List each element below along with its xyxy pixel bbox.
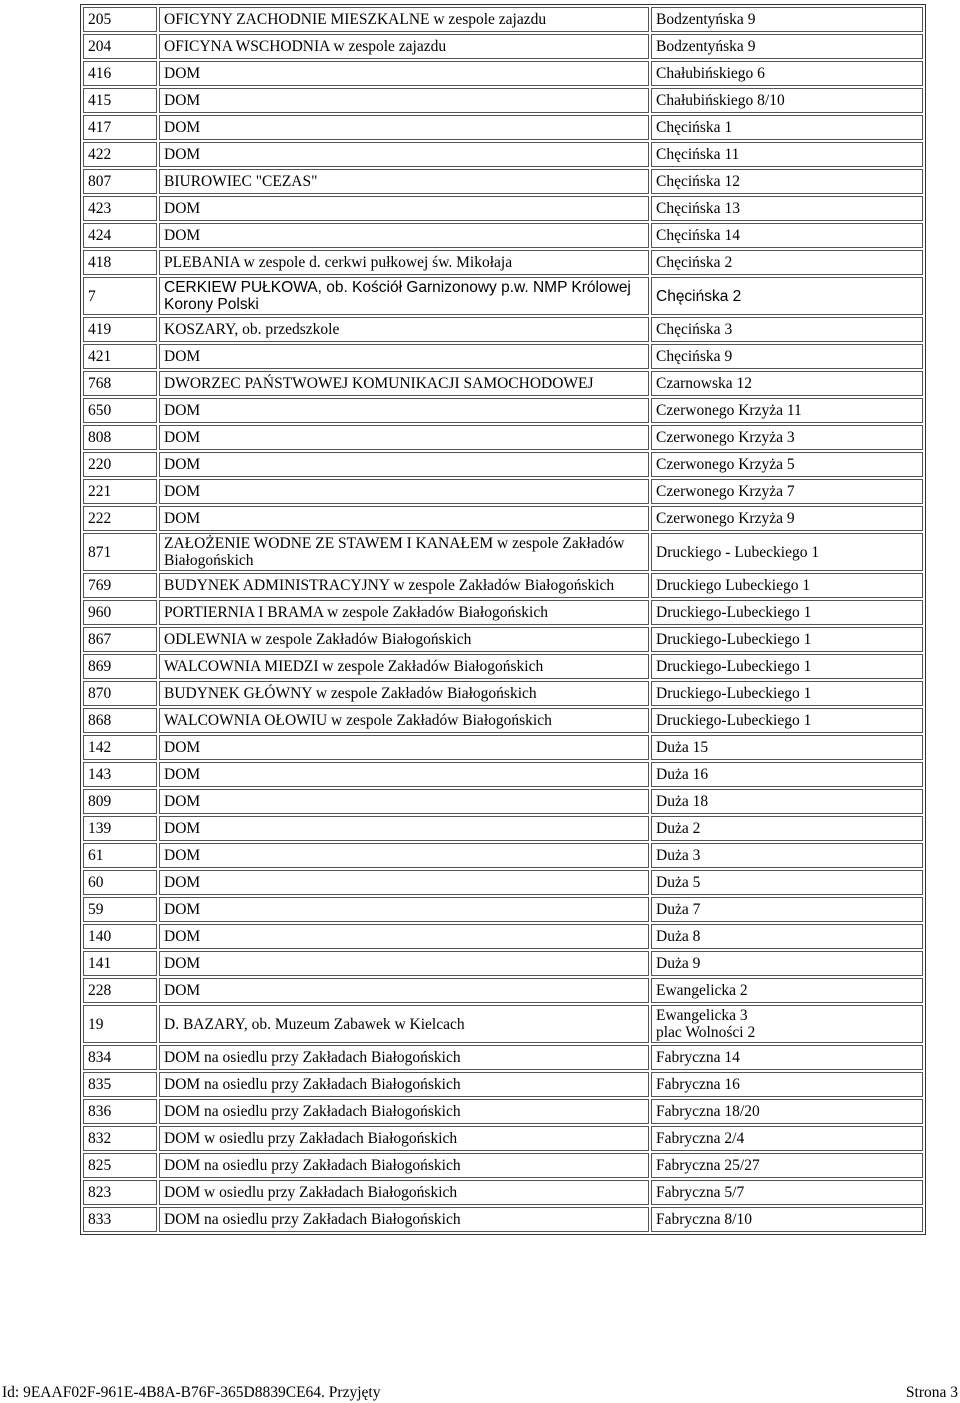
table-row [83, 1180, 923, 1205]
address-cell: Druckiego-Lubeckiego 1 [651, 708, 923, 733]
register-number-cell: 808 [83, 425, 157, 450]
address-cell: Duża 18 [651, 789, 923, 814]
object-name-cell: OFICYNY ZACHODNIE MIESZKALNE w zespole zajazdu [159, 7, 649, 32]
register-number-cell: 769 [83, 573, 157, 598]
table-row [83, 1005, 923, 1043]
register-number-cell: 421 [83, 344, 157, 369]
register-number-cell: 228 [83, 978, 157, 1003]
register-number-cell: 833 [83, 1207, 157, 1232]
table-row [83, 250, 923, 275]
register-number-cell: 871 [83, 533, 157, 571]
register-number-cell: 417 [83, 115, 157, 140]
register-number-cell: 870 [83, 681, 157, 706]
table-row [83, 506, 923, 531]
page-number: Strona 3 [905, 1384, 958, 1401]
register-number-cell: 7 [83, 277, 157, 315]
address-cell: Chęcińska 12 [651, 169, 923, 194]
object-name-cell: DOM na osiedlu przy Zakładach Białogońskich [159, 1207, 649, 1232]
register-number-cell: 825 [83, 1153, 157, 1178]
register-number-cell: 832 [83, 1126, 157, 1151]
address-cell: Duża 7 [651, 897, 923, 922]
address-cell: Czerwonego Krzyża 5 [651, 452, 923, 477]
address-cell: Duża 2 [651, 816, 923, 841]
object-name-cell: PLEBANIA w zespole d. cerkwi pułkowej św. Mikołaja [159, 250, 649, 275]
object-name-cell: BUDYNEK GŁÓWNY w zespole Zakładów Białogońskich [159, 681, 649, 706]
table-row [83, 1126, 923, 1151]
object-name-cell: DOM na osiedlu przy Zakładach Białogońskich [159, 1153, 649, 1178]
table-row [83, 533, 923, 571]
object-name-cell: DOM [159, 816, 649, 841]
address-cell: Chęcińska 13 [651, 196, 923, 221]
register-number-cell: 222 [83, 506, 157, 531]
table-row [83, 1045, 923, 1070]
register-number-cell: 221 [83, 479, 157, 504]
table-row [83, 978, 923, 1003]
table-row [83, 196, 923, 221]
address-cell: Chęcińska 2 [651, 277, 923, 315]
table-row [83, 452, 923, 477]
object-name-cell: DOM [159, 344, 649, 369]
register-number-cell: 809 [83, 789, 157, 814]
table-row [83, 1099, 923, 1124]
address-cell: Chałubińskiego 8/10 [651, 88, 923, 113]
address-cell: Druckiego Lubeckiego 1 [651, 573, 923, 598]
object-name-cell: DOM [159, 843, 649, 868]
table-row [83, 681, 923, 706]
object-name-cell: DOM [159, 398, 649, 423]
address-cell: Bodzentyńska 9 [651, 34, 923, 59]
object-name-cell: WALCOWNIA OŁOWIU w zespole Zakładów Białogońskich [159, 708, 649, 733]
table-row [83, 34, 923, 59]
address-cell: Duża 5 [651, 870, 923, 895]
object-name-cell: DOM [159, 735, 649, 760]
monuments-table [80, 4, 926, 1235]
object-name-cell: DOM [159, 425, 649, 450]
address-cell: Fabryczna 8/10 [651, 1207, 923, 1232]
address-cell: Czerwonego Krzyża 9 [651, 506, 923, 531]
object-name-cell: KOSZARY, ob. przedszkole [159, 317, 649, 342]
object-name-cell: BUDYNEK ADMINISTRACYJNY w zespole Zakładów Białogońskich [159, 573, 649, 598]
object-name-cell: DOM w osiedlu przy Zakładach Białogońskich [159, 1126, 649, 1151]
table-row [83, 870, 923, 895]
table-row [83, 897, 923, 922]
object-name-cell: DOM [159, 978, 649, 1003]
object-name-cell: DOM [159, 196, 649, 221]
register-number-cell: 807 [83, 169, 157, 194]
address-cell: Chęcińska 3 [651, 317, 923, 342]
table-row [83, 600, 923, 625]
register-number-cell: 868 [83, 708, 157, 733]
address-cell: Chęcińska 11 [651, 142, 923, 167]
object-name-cell: DOM na osiedlu przy Zakładach Białogońskich [159, 1072, 649, 1097]
address-cell: Fabryczna 16 [651, 1072, 923, 1097]
table-row [83, 344, 923, 369]
register-number-cell: 143 [83, 762, 157, 787]
register-number-cell: 768 [83, 371, 157, 396]
address-cell: Druckiego-Lubeckiego 1 [651, 654, 923, 679]
object-name-cell: DWORZEC PAŃSTWOWEJ KOMUNIKACJI SAMOCHODOWEJ [159, 371, 649, 396]
register-number-cell: 59 [83, 897, 157, 922]
address-cell: Duża 9 [651, 951, 923, 976]
table-row [83, 843, 923, 868]
address-cell: Fabryczna 18/20 [651, 1099, 923, 1124]
register-number-cell: 869 [83, 654, 157, 679]
register-number-cell: 416 [83, 61, 157, 86]
address-cell: Druckiego-Lubeckiego 1 [651, 600, 923, 625]
object-name-cell: DOM [159, 897, 649, 922]
register-number-cell: 220 [83, 452, 157, 477]
table-row [83, 61, 923, 86]
page-footer [0, 1383, 960, 1403]
address-cell: Druckiego-Lubeckiego 1 [651, 681, 923, 706]
register-number-cell: 867 [83, 627, 157, 652]
register-number-cell: 205 [83, 7, 157, 32]
address-cell: Ewangelicka 3 plac Wolności 2 [651, 1005, 923, 1043]
address-cell: Ewangelicka 2 [651, 978, 923, 1003]
table-row [83, 708, 923, 733]
register-number-cell: 424 [83, 223, 157, 248]
object-name-cell: DOM [159, 924, 649, 949]
register-number-cell: 415 [83, 88, 157, 113]
address-cell: Czarnowska 12 [651, 371, 923, 396]
address-cell: Duża 16 [651, 762, 923, 787]
object-name-cell: PORTIERNIA I BRAMA w zespole Zakładów Białogońskich [159, 600, 649, 625]
object-name-cell: DOM na osiedlu przy Zakładach Białogońskich [159, 1099, 649, 1124]
table-row [83, 479, 923, 504]
address-cell: Druckiego-Lubeckiego 1 [651, 627, 923, 652]
address-cell: Chałubińskiego 6 [651, 61, 923, 86]
table-row [83, 425, 923, 450]
object-name-cell: DOM [159, 142, 649, 167]
address-cell: Czerwonego Krzyża 7 [651, 479, 923, 504]
table-row [83, 277, 923, 315]
table-row [83, 735, 923, 760]
table-row [83, 7, 923, 32]
object-name-cell: DOM na osiedlu przy Zakładach Białogońskich [159, 1045, 649, 1070]
register-number-cell: 960 [83, 600, 157, 625]
address-cell: Czerwonego Krzyża 11 [651, 398, 923, 423]
table-row [83, 924, 923, 949]
address-cell: Fabryczna 2/4 [651, 1126, 923, 1151]
monuments-table-body [83, 7, 923, 1232]
table-row [83, 317, 923, 342]
register-number-cell: 61 [83, 843, 157, 868]
address-cell: Czerwonego Krzyża 3 [651, 425, 923, 450]
table-row [83, 789, 923, 814]
table-row [83, 88, 923, 113]
register-number-cell: 423 [83, 196, 157, 221]
object-name-cell: DOM [159, 870, 649, 895]
register-number-cell: 823 [83, 1180, 157, 1205]
table-row [83, 115, 923, 140]
address-cell: Chęcińska 1 [651, 115, 923, 140]
address-cell: Fabryczna 25/27 [651, 1153, 923, 1178]
object-name-cell: DOM [159, 789, 649, 814]
object-name-cell: D. BAZARY, ob. Muzeum Zabawek w Kielcach [159, 1005, 649, 1043]
object-name-cell: DOM [159, 115, 649, 140]
register-number-cell: 835 [83, 1072, 157, 1097]
address-cell: Fabryczna 14 [651, 1045, 923, 1070]
register-number-cell: 650 [83, 398, 157, 423]
table-row [83, 142, 923, 167]
table-row [83, 951, 923, 976]
object-name-cell: CERKIEW PUŁKOWA, ob. Kościół Garnizonowy p.w. NMP Królowej Korony Polski [159, 277, 649, 315]
table-row [83, 573, 923, 598]
address-cell: Druckiego - Lubeckiego 1 [651, 533, 923, 571]
register-number-cell: 139 [83, 816, 157, 841]
address-cell: Bodzentyńska 9 [651, 7, 923, 32]
table-row [83, 816, 923, 841]
table-row [83, 1207, 923, 1232]
object-name-cell: DOM [159, 762, 649, 787]
object-name-cell: OFICYNA WSCHODNIA w zespole zajazdu [159, 34, 649, 59]
address-cell: Duża 15 [651, 735, 923, 760]
object-name-cell: DOM [159, 223, 649, 248]
register-number-cell: 418 [83, 250, 157, 275]
table-row [83, 1072, 923, 1097]
register-number-cell: 419 [83, 317, 157, 342]
table-row [83, 627, 923, 652]
object-name-cell: DOM w osiedlu przy Zakładach Białogońskich [159, 1180, 649, 1205]
object-name-cell: BIUROWIEC "CEZAS" [159, 169, 649, 194]
object-name-cell: DOM [159, 506, 649, 531]
object-name-cell: WALCOWNIA MIEDZI w zespole Zakładów Białogońskich [159, 654, 649, 679]
address-cell: Chęcińska 9 [651, 344, 923, 369]
register-number-cell: 836 [83, 1099, 157, 1124]
object-name-cell: DOM [159, 951, 649, 976]
table-row [83, 654, 923, 679]
register-number-cell: 141 [83, 951, 157, 976]
object-name-cell: DOM [159, 479, 649, 504]
address-cell: Chęcińska 14 [651, 223, 923, 248]
table-row [83, 1153, 923, 1178]
register-number-cell: 834 [83, 1045, 157, 1070]
object-name-cell: ZAŁOŻENIE WODNE ZE STAWEM I KANAŁEM w zespole Zakładów Białogońskich [159, 533, 649, 571]
register-number-cell: 19 [83, 1005, 157, 1043]
table-row [83, 169, 923, 194]
document-id: Id: 9EAAF02F-961E-4B8A-B76F-365D8839CE64. Przyjęty [2, 1384, 381, 1401]
register-number-cell: 422 [83, 142, 157, 167]
address-cell: Chęcińska 2 [651, 250, 923, 275]
address-cell: Duża 8 [651, 924, 923, 949]
object-name-cell: DOM [159, 88, 649, 113]
table-row [83, 223, 923, 248]
object-name-cell: ODLEWNIA w zespole Zakładów Białogońskich [159, 627, 649, 652]
register-number-cell: 204 [83, 34, 157, 59]
address-cell: Fabryczna 5/7 [651, 1180, 923, 1205]
table-row [83, 398, 923, 423]
object-name-cell: DOM [159, 452, 649, 477]
register-number-cell: 142 [83, 735, 157, 760]
address-cell: Duża 3 [651, 843, 923, 868]
table-row [83, 762, 923, 787]
register-number-cell: 140 [83, 924, 157, 949]
register-number-cell: 60 [83, 870, 157, 895]
table-row [83, 371, 923, 396]
object-name-cell: DOM [159, 61, 649, 86]
